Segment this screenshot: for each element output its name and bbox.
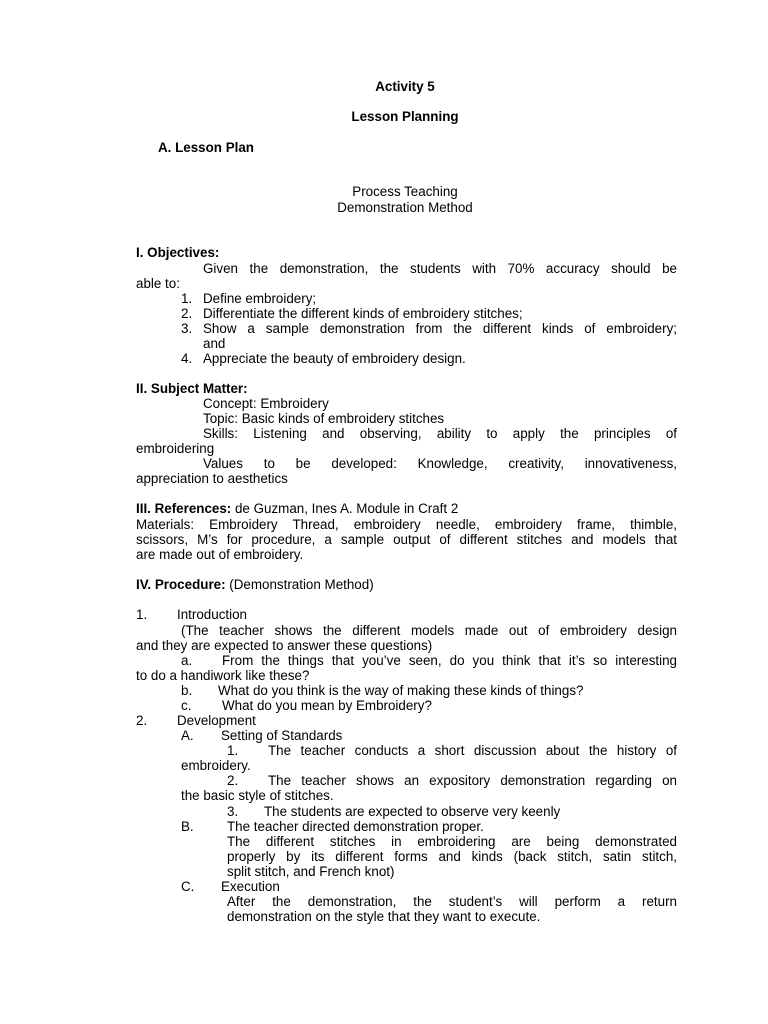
objective-item: Define embroidery; xyxy=(203,291,317,306)
introduction-label: Introduction xyxy=(177,607,247,622)
execution-text: After the demonstration, the student’s will perform a return xyxy=(227,894,677,909)
values-line: Values to be developed: Knowledge, creativity, innovativeness, xyxy=(203,456,677,471)
setting-standards-label: Setting of Standards xyxy=(221,728,343,743)
objective-item: Differentiate the different kinds of embroidery stitches; xyxy=(203,306,523,321)
objectives-intro-cont: able to: xyxy=(136,276,180,291)
step-number: 2. xyxy=(136,713,148,728)
demonstration-text: split stitch, and French knot) xyxy=(227,864,395,879)
substep-marker: A. xyxy=(181,728,194,743)
question-text-cont: to do a handiwork like these? xyxy=(136,668,310,683)
execution-label: Execution xyxy=(221,879,280,894)
objectives-intro: Given the demonstration, the students with 70% accuracy should be xyxy=(203,261,677,276)
section-heading: A. Lesson Plan xyxy=(158,140,254,155)
execution-text: demonstration on the style that they want to execute. xyxy=(227,909,541,924)
materials-line: Materials: Embroidery Thread, embroidery needle, embroidery frame, thimble, xyxy=(136,517,677,532)
skills-line: Skills: Listening and observing, ability to apply the principles of xyxy=(203,426,677,441)
objective-number: 4. xyxy=(181,351,193,366)
introduction-text-cont: and they are expected to answer these questions) xyxy=(136,638,433,653)
standard-text-cont: embroidery. xyxy=(181,758,251,773)
procedure-method: (Demonstration Method) xyxy=(225,577,374,592)
question-marker: b. xyxy=(181,683,193,698)
references-line xyxy=(136,501,458,516)
skills-line-cont: embroidering xyxy=(136,441,215,456)
objective-number: 2. xyxy=(181,306,193,321)
question-text: What do you think is the way of making these kinds of things? xyxy=(218,683,584,698)
materials-line: are made out of embroidery. xyxy=(136,547,304,562)
substep-marker: B. xyxy=(181,819,194,834)
question-marker: c. xyxy=(181,698,192,713)
objective-number: 3. xyxy=(181,321,193,336)
procedure-heading: IV. Procedure: xyxy=(136,577,226,592)
objective-item: Show a sample demonstration from the different kinds of embroidery; xyxy=(203,321,677,336)
references-text: de Guzman, Ines A. Module in Craft 2 xyxy=(231,501,459,516)
objective-item: Appreciate the beauty of embroidery design. xyxy=(203,351,466,366)
materials-line: scissors, M’s for procedure, a sample output of different stitches and models that xyxy=(136,532,677,547)
values-line-cont: appreciation to aesthetics xyxy=(136,471,288,486)
question-text: What do you mean by Embroidery? xyxy=(222,698,432,713)
introduction-text: (The teacher shows the different models made out of embroidery design xyxy=(181,623,677,638)
page-title: Lesson Planning xyxy=(351,109,459,124)
question-marker: a. xyxy=(181,653,193,668)
standard-number: 3. xyxy=(227,804,239,819)
concept-line: Concept: Embroidery xyxy=(203,396,329,411)
standard-text-cont: the basic style of stitches. xyxy=(181,788,334,803)
activity-label: Activity 5 xyxy=(375,79,435,94)
subtitle-process-teaching: Process Teaching xyxy=(352,184,458,199)
demonstration-text: The different stitches in embroidering are being demonstrated xyxy=(227,834,677,849)
step-number: 1. xyxy=(136,607,148,622)
procedure-line xyxy=(136,577,374,592)
standard-number: 2. xyxy=(227,773,239,788)
objective-item-cont: and xyxy=(203,336,226,351)
demonstration-label: The teacher directed demonstration proper. xyxy=(227,819,484,834)
topic-line: Topic: Basic kinds of embroidery stitches xyxy=(203,411,445,426)
objective-number: 1. xyxy=(181,291,193,306)
development-label: Development xyxy=(177,713,256,728)
objectives-heading: I. Objectives: xyxy=(136,245,220,260)
standard-number: 1. xyxy=(227,743,239,758)
references-heading: III. References: xyxy=(136,501,232,516)
demonstration-text: properly by its different forms and kinds (back stitch, satin stitch, xyxy=(227,849,677,864)
subtitle-demonstration-method: Demonstration Method xyxy=(337,200,473,215)
substep-marker: C. xyxy=(181,879,195,894)
question-text: From the things that you’ve seen, do you think that it’s so interesting xyxy=(222,653,677,668)
subject-matter-heading: II. Subject Matter: xyxy=(136,381,248,396)
standard-text: The teacher conducts a short discussion about the history of xyxy=(268,743,677,758)
standard-text: The teacher shows an expository demonstration regarding on xyxy=(268,773,677,788)
standard-text: The students are expected to observe very keenly xyxy=(264,804,561,819)
